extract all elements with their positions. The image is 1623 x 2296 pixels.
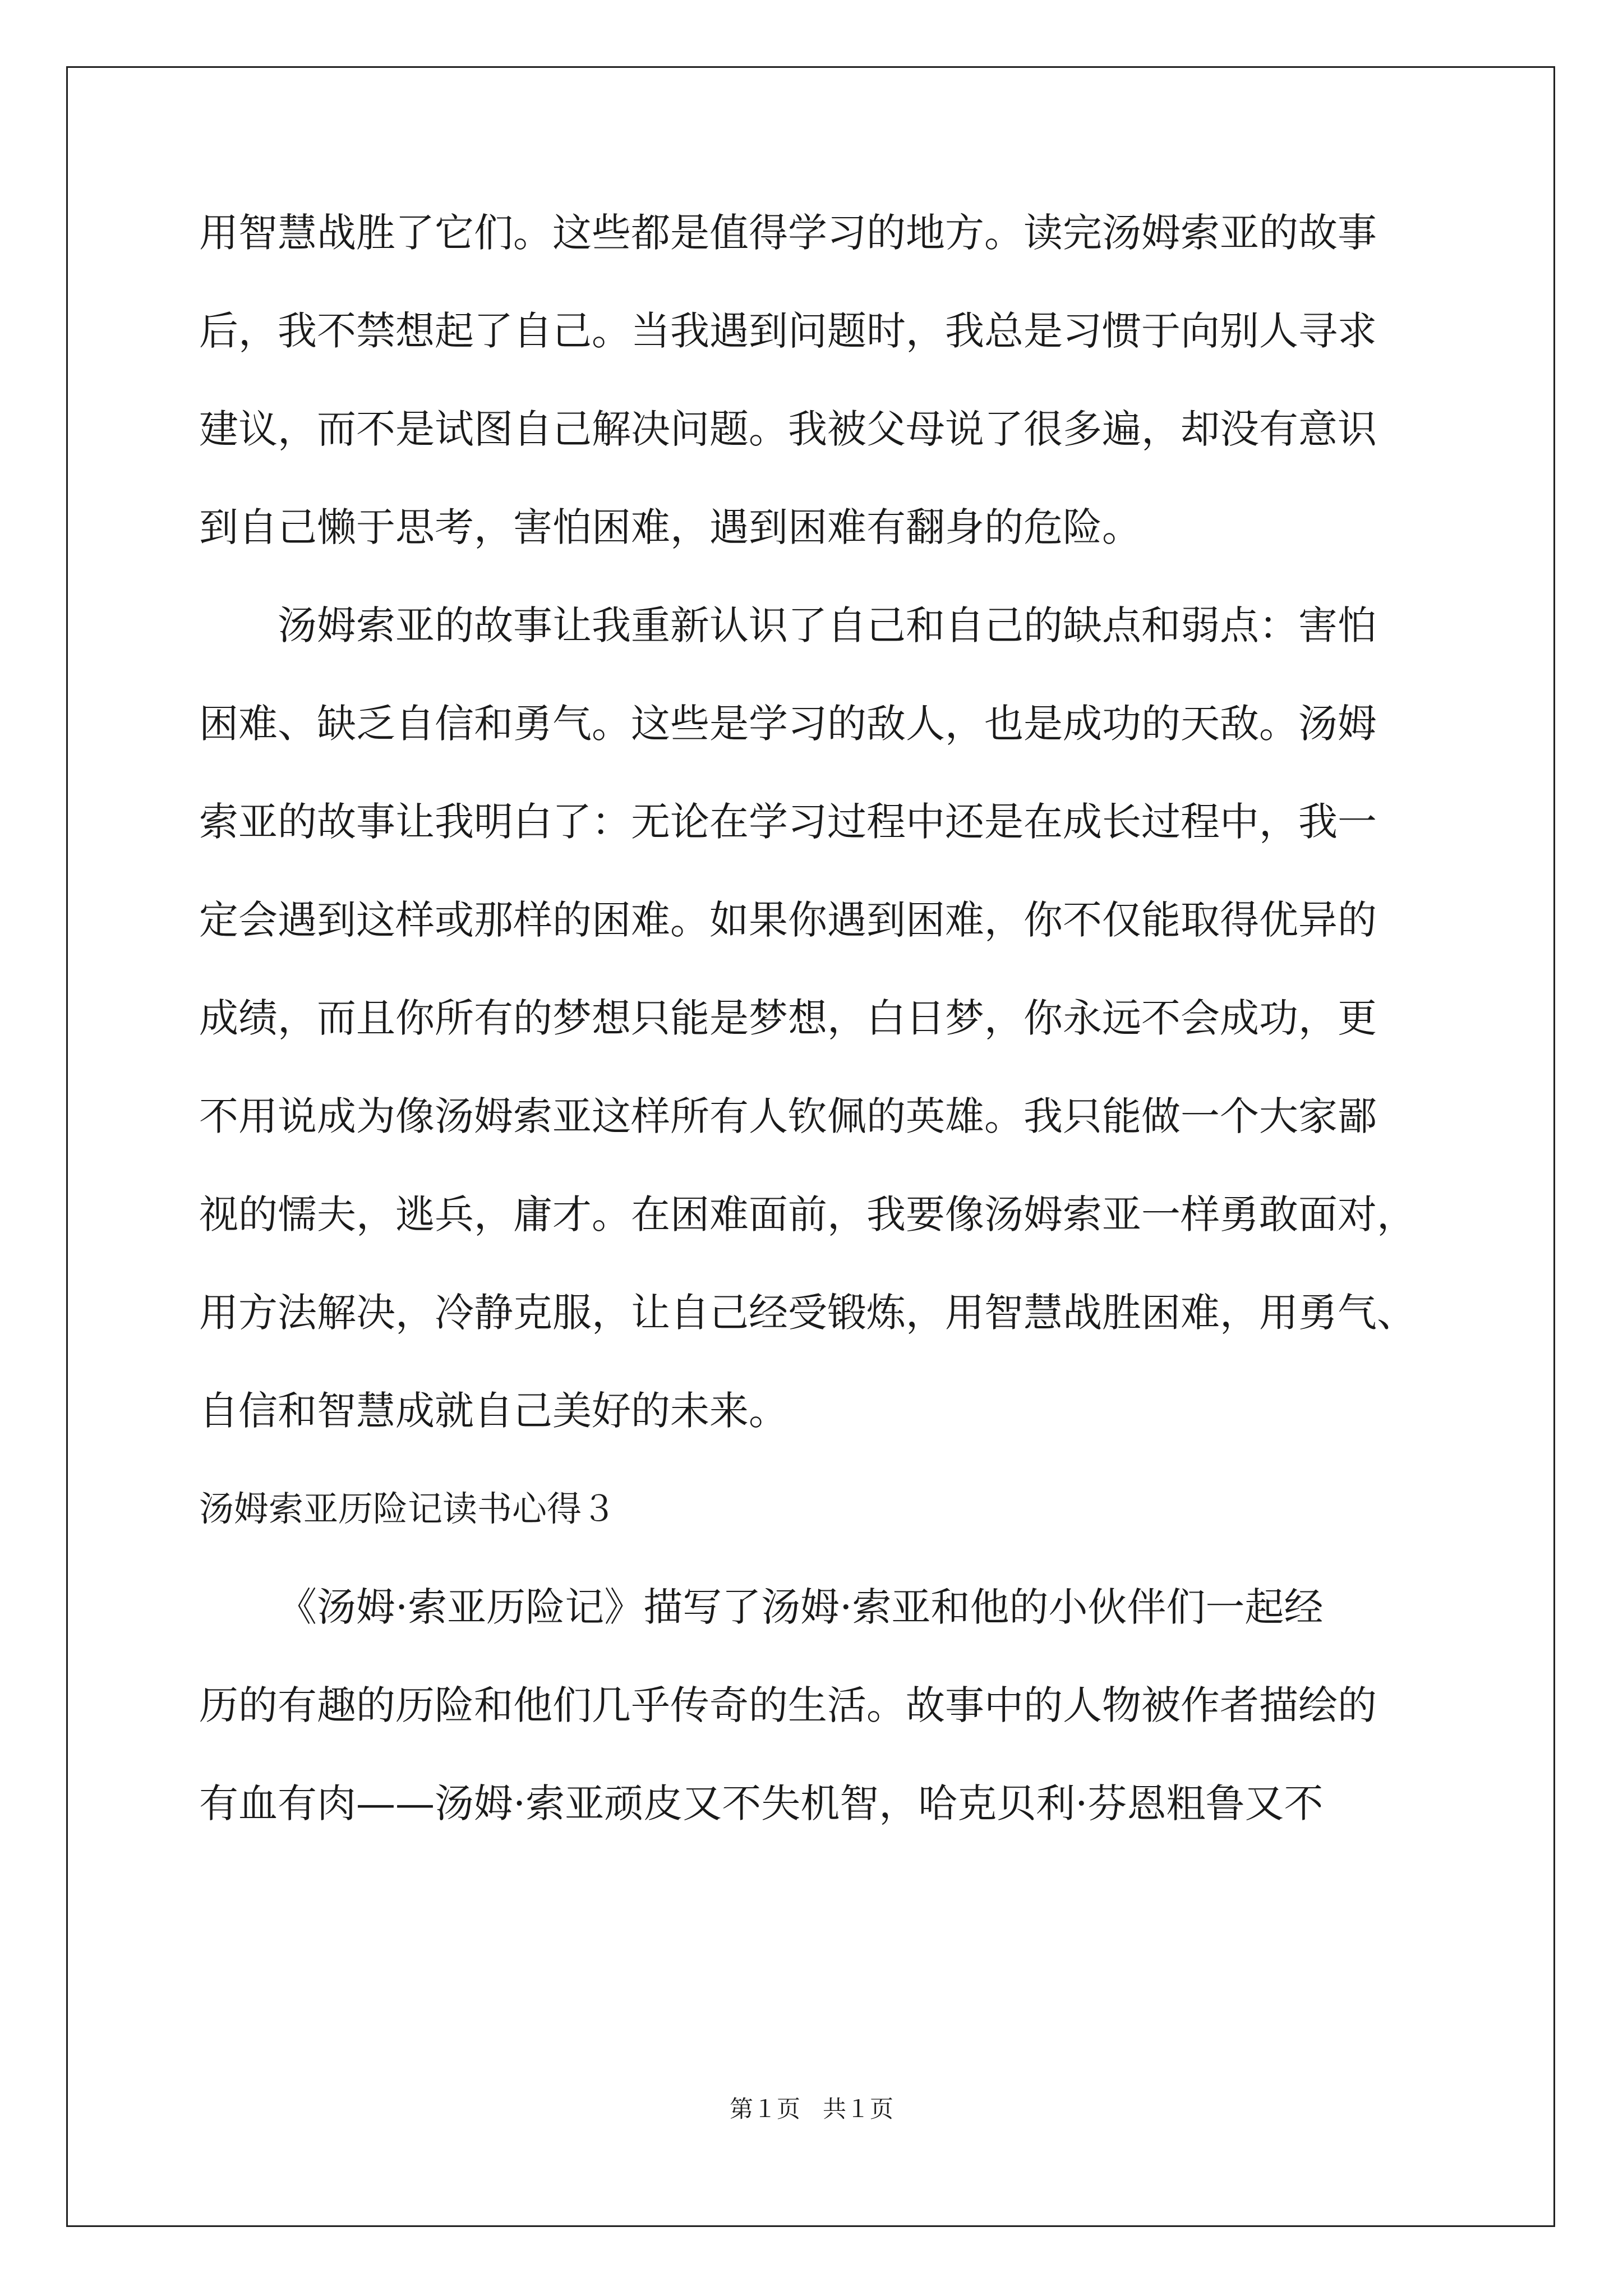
paragraph-line: 有血有肉——汤姆·索亚顽皮又不失机智，哈克贝利·芬恩粗鲁又不 [199,1780,1324,1826]
paragraph-line: 成绩，而且你所有的梦想只能是梦想，白日梦，你永远不会成功，更 [199,995,1377,1041]
paragraph-line: 后，我不禁想起了自己。当我遇到问题时，我总是习惯于向别人寻求 [199,308,1377,354]
paragraph-line: 建议，而不是试图自己解决问题。我被父母说了很多遍，却没有意识 [199,406,1377,452]
paragraph-line: 困难、缺乏自信和勇气。这些是学习的敌人，也是成功的天敌。汤姆 [199,701,1377,747]
paragraph-line: 自信和智慧成就自己美好的未来。 [199,1388,788,1434]
page-total: 共１页 [823,2095,894,2123]
page-footer [0,2095,1623,2123]
paragraph-line: 《汤姆·索亚历险记》描写了汤姆·索亚和他的小伙伴们一起经 [278,1584,1324,1630]
paragraph-line: 汤姆索亚的故事让我重新认识了自己和自己的缺点和弱点：害怕 [278,602,1377,648]
paragraph-line: 索亚的故事让我明白了：无论在学习过程中还是在成长过程中，我一 [199,799,1377,845]
paragraph-line: 定会遇到这样或那样的困难。如果你遇到困难，你不仅能取得优异的 [199,897,1377,943]
paragraph-line: 用方法解决，冷静克服，让自己经受锻炼，用智慧战胜困难，用勇气、 [199,1290,1416,1336]
paragraph-line: 用智慧战胜了它们。这些都是值得学习的地方。读完汤姆索亚的故事 [199,210,1377,256]
paragraph-line: 到自己懒于思考，害怕困难，遇到困难有翻身的危险。 [199,504,1141,550]
page-number: 第１页 [729,2095,800,2123]
paragraph-line: 历的有趣的历险和他们几乎传奇的生活。故事中的人物被作者描绘的 [199,1682,1377,1728]
paragraph-line: 视的懦夫，逃兵，庸才。在困难面前，我要像汤姆索亚一样勇敢面对， [199,1191,1416,1237]
paragraph-line: 不用说成为像汤姆索亚这样所有人钦佩的英雄。我只能做一个大家鄙 [199,1093,1377,1139]
document-body [199,210,1433,1879]
section-heading: 汤姆索亚历险记读书心得３ [199,1488,617,1529]
